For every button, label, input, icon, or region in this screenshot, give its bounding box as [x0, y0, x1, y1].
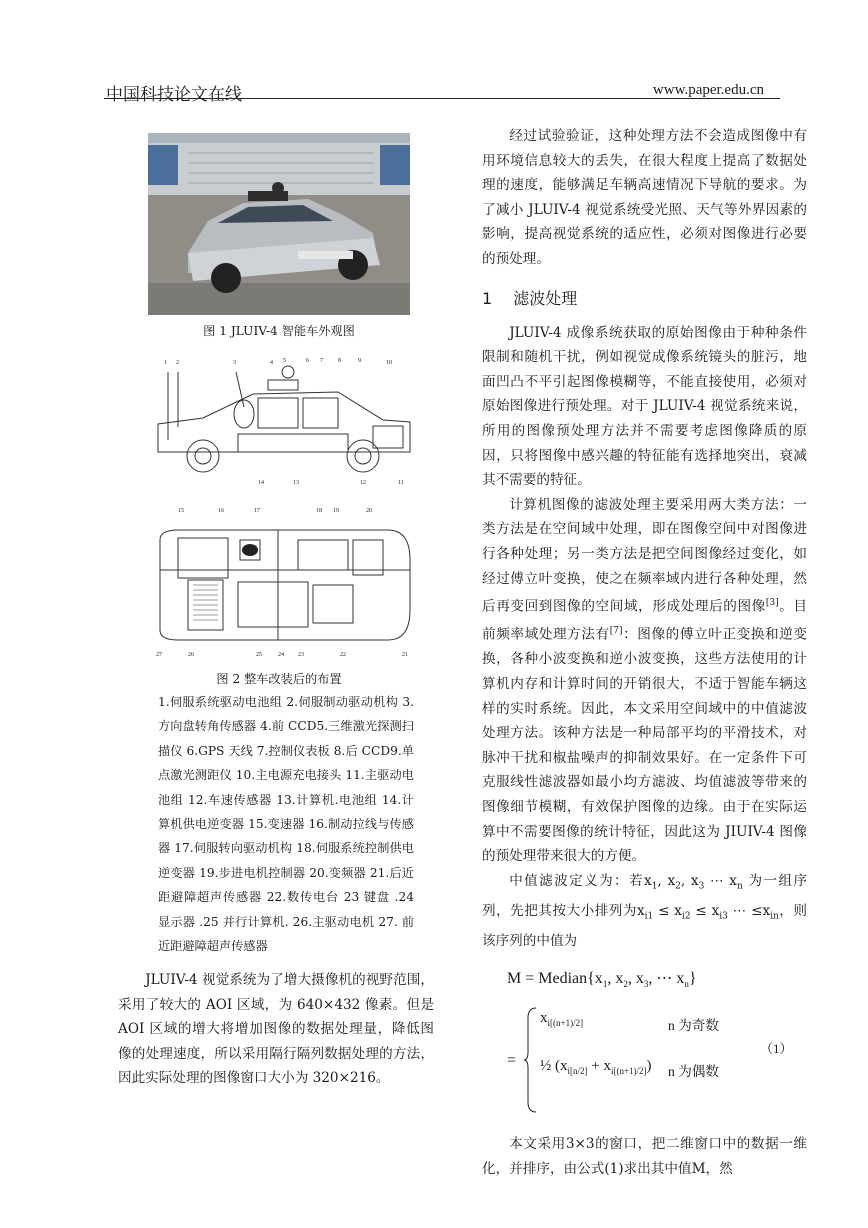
paragraph-median-definition: 中值滤波定义为：若$x_1$, $x_2$, $x_3$ ⋯ $x_n$ 为一组序列，先把其按大小排列为$x_{i1} \le x_{i2} \le x_{i3}$ ⋯ $\le x_{in}$，则该序列的中值为 [482, 872, 808, 950]
paragraph-filtering-methods: 计算机图像的滤波处理主要采用两大类方法：一类方法是在空间域中处理，即在图像空间中对图像进行各种处理；另一类方法是把空间图像经过变化，如经过傅立叶变换，使之在频率域内进行各种处理，然后再变回到图像的空间域，形成处理后的图像[3]。目前频率域处理方法有[7]：图像的傅立叶正变换和逆变换，各种小波变换和逆小波变换，这些方法使用的计算机内存和计算时间的开销很大，不适于智能车辆这样的实时系统。因此，本文采用空间域中的中值滤波处理方法。该种方法是一种局部平均的平滑技术，对脉冲干扰和椒盐噪声的抑制效果好。在一定条件下可克服线性滤波器如最小均方滤波、均值滤波等带来的图像细节模糊，有效保护图像的边缘。由于在实际运算中不需要图像的统计特征，因此这为 JIUIV-4 图像的预处理带来很大的方便。 [482, 496, 808, 865]
paragraph-filtering-intro: JLUIV-4 成像系统获取的原始图像由于种种条件限制和随机干扰，例如视觉成像系统镜头的脏污，地面凹凸不平引起图像模糊等，不能直接使用，必须对原始图像进行预处理。对于 JLUIV-4 视觉系统来说，所用的图像预处理方法并不需要考虑图像降质的原因，只将图像中感兴趣的特征能有选择地突出，衰减其不需要的特征。 [482, 324, 807, 489]
brace-icon [524, 1006, 538, 1114]
equals-sign: = [507, 1051, 517, 1069]
callout-11: 11 [398, 480, 404, 486]
paragraph-intro: 经过试验验证，这种处理方法不会造成图像中有用环境信息较大的丢失，在很大程度上提高了数据处理的速度，能够满足车辆高速情况下导航的要求。为了减小 JLUIV-4 视觉系统受光照、天气等外界因素的影响，提高视觉系统的适应性，必须对图像进行必要的预处理。 [482, 128, 807, 267]
paragraph-window: 本文采用3×3的窗口，把二维窗口中的数据一维化，并排序，由公式(1)求出其中值M，然 [482, 1135, 807, 1177]
callout-12: 12 [360, 480, 366, 486]
callout-2: 2 [176, 360, 179, 366]
callout-14: 14 [258, 480, 264, 486]
callout-18: 18 [316, 508, 322, 514]
citation-7: [7] [609, 626, 623, 637]
callout-6: 6 [306, 358, 309, 364]
journal-url: www.paper.edu.cn [652, 82, 764, 98]
callout-15: 15 [178, 508, 184, 514]
callout-25: 25 [256, 652, 262, 658]
figure-2-caption: 图 2 整车改装后的布置 [216, 672, 342, 686]
section-title: 滤波处理 [513, 288, 578, 308]
callout-4: 4 [270, 360, 273, 366]
section-number: 1 [482, 288, 493, 308]
vehicle-top-layout-diagram [148, 500, 418, 662]
callout-8: 8 [338, 358, 341, 364]
right-column [482, 124, 807, 1181]
odd-label: n 为奇数 [668, 1017, 719, 1033]
callout-24: 24 [278, 652, 284, 658]
citation-3: [3] [765, 598, 779, 609]
vehicle-photo-illustration [148, 133, 410, 315]
journal-name: 中国科技论文在线 [106, 85, 242, 105]
callout-13: 13 [293, 480, 299, 486]
figure-2-legend: 1.伺服系统驱动电池组 2.伺服制动驱动机构 3.方向盘转角传感器 4.前 CCD5.三维激光探测扫描仪 6.GPS 天线 7.控制仪表板 8.后 CCD9.单点激光测距仪 10.主电源充电接头 11.主驱动电池组 12.车速传感器 13.计算机.电池组 14.计算机供电逆变器 15.变速器 16.制动拉线与传感器 17.伺服转向驱动机构 18.伺服系统控制供电逆变器 19.步进电机控制器 20.变频器 21.后近距避障超声传感器 22.数传电台 23 键盘 .24 显示器 .25 并行计算机. 26.主驱动电机 27. 前近距避障超声传感器 [158, 695, 414, 954]
equation-number: （1） [760, 1040, 793, 1056]
callout-3: 3 [233, 360, 236, 366]
callout-5: 5 [283, 358, 286, 364]
callout-1: 1 [164, 360, 167, 366]
median-equation [482, 954, 807, 1132]
figure-1-caption: 图 1 JLUIV-4 智能车外观图 [203, 324, 355, 338]
callout-7: 7 [320, 358, 323, 364]
even-label: n 为偶数 [668, 1063, 719, 1079]
callout-20: 20 [366, 508, 372, 514]
callout-17: 17 [254, 508, 260, 514]
equation-line-1: $M = Median\{x_1$, $x_2$, $x_3$, ⋯ $x_n$} [507, 969, 697, 990]
left-column-paragraph: JLUIV-4 视觉系统为了增大摄像机的视野范围，采用了较大的 AOI 区域，为 640×432 像素。但是 AOI 区域的增大将增加图像的数据处理量，降低图像的处理速度，所以采用隔行隔列数据处理的方法，因此实际处理的图像窗口大小为 320×216。 [118, 972, 434, 1087]
callout-26: 26 [188, 652, 194, 658]
case-odd: $x_{i[(n+1)/2]}$ [540, 1009, 584, 1028]
callout-22: 22 [340, 652, 346, 658]
callout-9: 9 [358, 358, 361, 364]
case-even: ½ $(x_{i[n/2]} + x_{i[(n+1)/2]})$ [540, 1057, 652, 1076]
callout-27: 27 [156, 652, 162, 658]
vehicle-photo [148, 133, 410, 315]
callout-16: 16 [218, 508, 224, 514]
callout-10: 10 [386, 360, 392, 366]
callout-23: 23 [298, 652, 304, 658]
callout-21: 21 [402, 652, 408, 658]
vehicle-side-layout-diagram [148, 352, 418, 492]
section-heading [482, 286, 807, 309]
header-rule [104, 98, 780, 99]
callout-19: 19 [333, 508, 339, 514]
